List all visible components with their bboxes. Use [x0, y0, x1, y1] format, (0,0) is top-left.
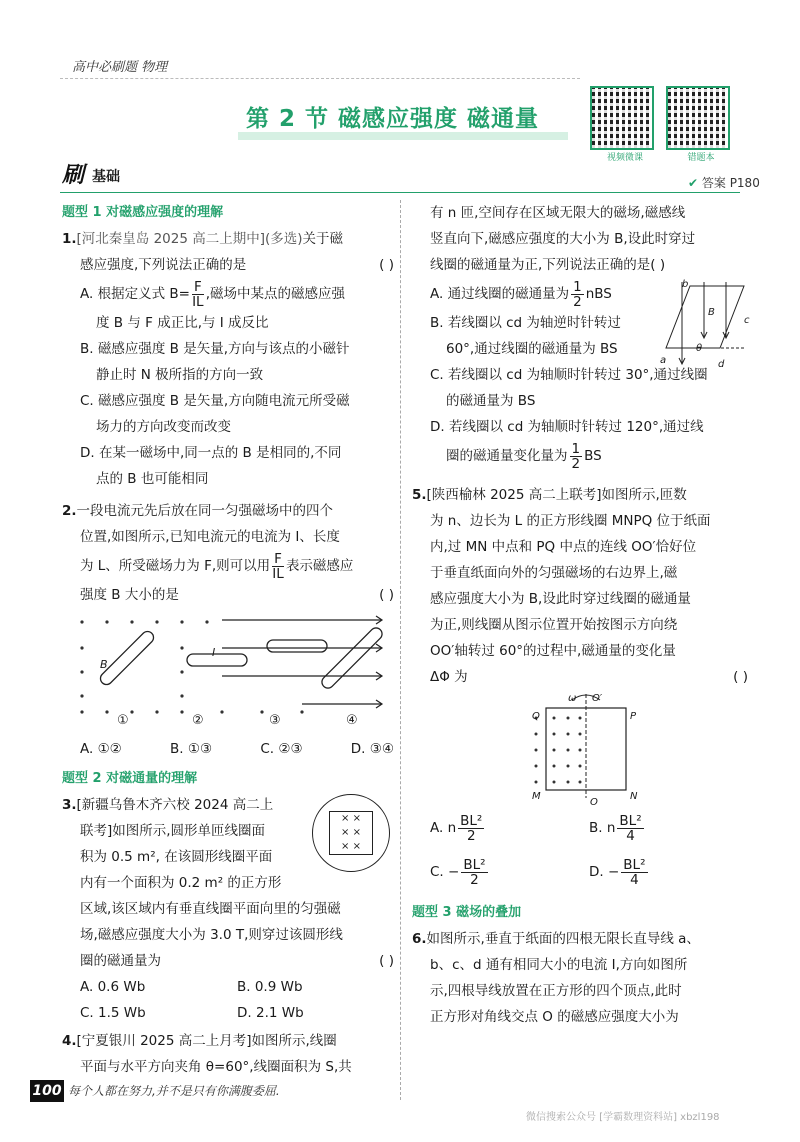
q2-dots — [80, 620, 303, 713]
q6-num: 6. — [412, 931, 427, 947]
column-divider — [400, 200, 401, 1100]
q2-opt-C[interactable]: C. ②③ — [260, 741, 303, 757]
left-column — [62, 200, 394, 1080]
q3-opt-A[interactable]: A. 0.6 Wb — [80, 979, 146, 995]
q5-l7: OO′轴转过 60°的过程中,磁通量的变化量 — [430, 643, 676, 659]
q5-l4: 于垂直纸面向外的匀强磁场的右边界上,磁 — [430, 565, 678, 581]
q5-l6: 为正,则线圈从图示位置开始按图示方向绕 — [430, 617, 678, 633]
q3-l7: 圈的磁通量为 — [80, 953, 161, 969]
q2-l2: 位置,如图所示,已知电流元的电流为 I、长度 — [80, 529, 340, 545]
q5-paren: ( ) — [733, 669, 748, 685]
q5-opt-B[interactable]: B. n $\frac{\text{BL²}}{4}$ — [589, 812, 642, 844]
q1-C1: C. 磁感应强度 B 是矢量,方向随电流元所受磁 — [80, 393, 350, 409]
q5-opt-A[interactable]: A. n $\frac{\text{BL²}}{2}$ — [430, 812, 483, 844]
q3-l2: 联考]如图所示,圆形单匝线圈面 — [80, 823, 266, 839]
q1-A1b: ,磁场中某点的磁感应强 — [205, 286, 346, 302]
q5-figure — [412, 690, 748, 806]
question-4 — [62, 1028, 394, 1080]
title-highlight — [238, 132, 568, 140]
q2-l3b: 表示磁感应 — [285, 558, 354, 574]
brush-mark: 刷 — [62, 163, 85, 188]
q5-label-O: O — [590, 797, 598, 808]
q4c-D1: D. 若线圈以 cd 为轴顺时针转过 120°,通过线 — [430, 419, 704, 435]
qr-code-icon — [590, 86, 654, 150]
qr-video[interactable] — [590, 86, 660, 163]
q6-l4: 正方形对角线交点 O 的磁感应强度大小为 — [430, 1009, 679, 1025]
footer-motto: 每个人都在努力,并不是只有你满腹委屈. — [68, 1084, 280, 1098]
section-title: 第 2 节 磁感应强度 磁通量 — [246, 106, 540, 132]
q2-l3a: 为 L、所受磁场力为 F,则可以用 — [80, 558, 271, 574]
q3-l3: 积为 0.5 m², 在该圆形线圈平面 — [80, 849, 273, 865]
q2-figure — [62, 612, 394, 728]
q4-label-c: c — [744, 315, 750, 326]
q6-l2: b、c、d 通有相同大小的电流 I,方向如图所 — [430, 957, 688, 973]
q1-paren: ( ) — [379, 257, 394, 273]
q5-label-omega: ω — [568, 693, 577, 704]
q4-num: 4. — [62, 1033, 77, 1049]
q4-label-theta: θ — [696, 343, 703, 354]
question-6 — [412, 926, 748, 1030]
question-5 — [412, 482, 748, 890]
q5-label-M: M — [532, 791, 541, 802]
q5-label-O-prime: O′ — [592, 693, 603, 704]
right-column — [412, 200, 748, 1030]
q5-l1: [陕西榆林 2025 高二上联考]如图所示,匝数 — [426, 487, 687, 503]
q4c-D-fraction: $\frac{1}{2}$ — [571, 440, 581, 472]
q2-I-label: I — [212, 646, 216, 659]
q4-diagram — [660, 278, 750, 374]
q2-diagram — [62, 612, 392, 722]
q1-A-fraction: $\frac{F}{IL}$ — [192, 278, 204, 310]
q4c-paren: ( ) — [650, 257, 666, 273]
q4c-D2a: 圈的磁通量变化量为 — [446, 448, 568, 464]
q5-l2: 为 n、边长为 L 的正方形线圈 MNPQ 位于纸面 — [430, 513, 711, 529]
q5-l3: 内,过 MN 中点和 PQ 中点的连线 OO′恰好位 — [430, 539, 697, 555]
q2-l4: 强度 B 大小的是 — [80, 587, 179, 603]
q2-options — [62, 736, 394, 762]
q5-diagram — [412, 690, 748, 806]
q5-label-Q: Q — [532, 711, 540, 722]
header-divider — [60, 78, 580, 80]
q5-l5: 感应强度大小为 B,设此时穿过线圈的磁通量 — [430, 591, 691, 607]
q4-label-b: b — [682, 279, 689, 290]
q2-opt-A[interactable]: A. ①② — [80, 741, 122, 757]
q4c-A1b: nBS — [585, 286, 612, 302]
q6-l3: 示,四根导线放置在正方形的四个顶点,此时 — [430, 983, 682, 999]
book-header: 高中必刷题 物理 — [72, 60, 168, 75]
q5-label-P: P — [630, 711, 637, 722]
q5-num: 5. — [412, 487, 427, 503]
qr-video-label: 视频微课 — [606, 153, 643, 163]
qr-wrongbook[interactable] — [666, 86, 736, 163]
q3-options — [62, 974, 394, 1026]
q2-paren: ( ) — [379, 587, 394, 603]
watermark: 微信搜索公众号 [学霸数理资料站] xbzl198 — [526, 1112, 720, 1123]
type2-heading: 题型 2 对磁通量的理解 — [62, 771, 198, 786]
q2-opt-D[interactable]: D. ③④ — [350, 741, 394, 757]
q4c-l1: 有 n 匝,空间存在区域无限大的磁场,磁感线 — [430, 205, 686, 221]
q1-C2: 场力的方向改变而改变 — [96, 419, 231, 435]
qr-wrongbook-label: 错题本 — [687, 153, 715, 163]
answer-ref[interactable]: ✔ 答案 P180 — [688, 176, 760, 190]
q3-l4: 内有一个面积为 0.2 m² 的正方形 — [80, 875, 282, 891]
q1-D1: D. 在某一磁场中,同一点的 B 是相同的,不同 — [80, 445, 342, 461]
q4-figure — [660, 278, 750, 374]
q5-options — [412, 810, 748, 890]
q2-num: 2. — [62, 503, 77, 519]
q2-B-label: B — [100, 658, 108, 671]
q4c-B1: B. 若线圈以 cd 为轴逆时针转过 — [430, 315, 621, 331]
q1-D2: 点的 B 也可能相同 — [96, 471, 209, 487]
q1-num: 1. — [62, 231, 77, 247]
type3-heading: 题型 3 磁场的叠加 — [412, 905, 522, 920]
q2-l1: 一段电流元先后放在同一匀强磁场中的四个 — [76, 503, 334, 519]
answer-ref-text: 答案 P180 — [701, 176, 760, 190]
type1-heading: 题型 1 对磁感应强度的理解 — [62, 205, 224, 220]
question-4-cont — [412, 200, 748, 472]
q4c-D2b: BS — [584, 448, 602, 464]
q1-src: [河北秦皇岛 2025 高二上期中](多选) — [76, 231, 303, 247]
q4-label-B: B — [708, 307, 715, 318]
q3-paren: ( ) — [379, 953, 394, 969]
brush-divider — [60, 192, 740, 193]
q4c-l2: 竖直向下,磁感应强度的大小为 B,设此时穿过 — [430, 231, 696, 247]
q3-opt-B[interactable]: B. 0.9 Wb — [237, 979, 303, 995]
q5-l8: ΔΦ 为 — [430, 669, 468, 685]
q1-stem2: 感应强度,下列说法正确的是 — [80, 257, 247, 273]
q4-l2: 平面与水平方向夹角 θ=60°,线圈面积为 S,共 — [80, 1059, 352, 1075]
q3-l1: [新疆乌鲁木齐六校 2024 高二上 — [76, 797, 274, 813]
q1-B2: 静止时 N 极所指的方向一致 — [96, 367, 264, 383]
q4-label-d: d — [718, 359, 725, 370]
q2-fig-label-1: ① — [117, 713, 129, 728]
q5-opt-D[interactable]: D. − $\frac{\text{BL²}}{4}$ — [589, 856, 646, 888]
q5-opt-C[interactable]: C. − $\frac{\text{BL²}}{2}$ — [430, 856, 486, 888]
q3-square-region: × × × × × × — [329, 811, 373, 855]
q2-fig-label-2: ② — [192, 713, 204, 728]
q2-fig-label-4: ④ — [346, 713, 358, 728]
q3-opt-D[interactable]: D. 2.1 Wb — [237, 1005, 304, 1021]
q3-l6: 场,磁感应强度大小为 3.0 T,则穿过该圆形线 — [80, 927, 343, 943]
q5-label-N: N — [630, 791, 638, 802]
page-number: 100 — [30, 1080, 64, 1102]
q4c-A1a: A. 通过线圈的磁通量为 — [430, 286, 570, 302]
q1-A1a: A. 根据定义式 B= — [80, 286, 190, 302]
question-1 — [62, 226, 394, 492]
q4c-l3: 线圈的磁通量为正,下列说法正确的是 — [430, 257, 651, 273]
q3-num: 3. — [62, 797, 77, 813]
qr-code-icon — [666, 86, 730, 150]
q4c-B2: 60°,通过线圈的磁通量为 BS — [446, 341, 618, 357]
q2-fig-label-3: ③ — [269, 713, 281, 728]
q2-fraction: $\frac{F}{IL}$ — [272, 550, 284, 582]
q3-coil-circle — [312, 794, 390, 872]
q3-l5: 区域,该区域内有垂直线圈平面向里的匀强磁 — [80, 901, 341, 917]
q4-l1: [宁夏银川 2025 高二上月考]如图所示,线圈 — [76, 1033, 337, 1049]
q4c-C1: C. 若线圈以 cd 为轴顺时针转过 30°,通过线圈 — [430, 367, 708, 383]
brush-label: 基础 — [92, 169, 120, 185]
question-3 — [62, 792, 394, 1026]
question-2 — [62, 498, 394, 762]
q4c-A-fraction: $\frac{1}{2}$ — [573, 278, 582, 310]
q4-label-a: a — [660, 355, 667, 366]
q2-opt-B[interactable]: B. ①③ — [170, 741, 213, 757]
q4c-C2: 的磁通量为 BS — [446, 393, 536, 409]
q2-current-elements — [98, 625, 385, 690]
q1-stem1: 关于磁 — [302, 231, 344, 247]
q6-l1: 如图所示,垂直于纸面的四根无限长直导线 a、 — [426, 931, 700, 947]
q3-opt-C[interactable]: C. 1.5 Wb — [80, 1005, 146, 1021]
q1-B1: B. 磁感应强度 B 是矢量,方向与该点的小磁针 — [80, 341, 350, 357]
q1-A2: 度 B 与 F 成正比,与 I 成反比 — [96, 315, 269, 331]
